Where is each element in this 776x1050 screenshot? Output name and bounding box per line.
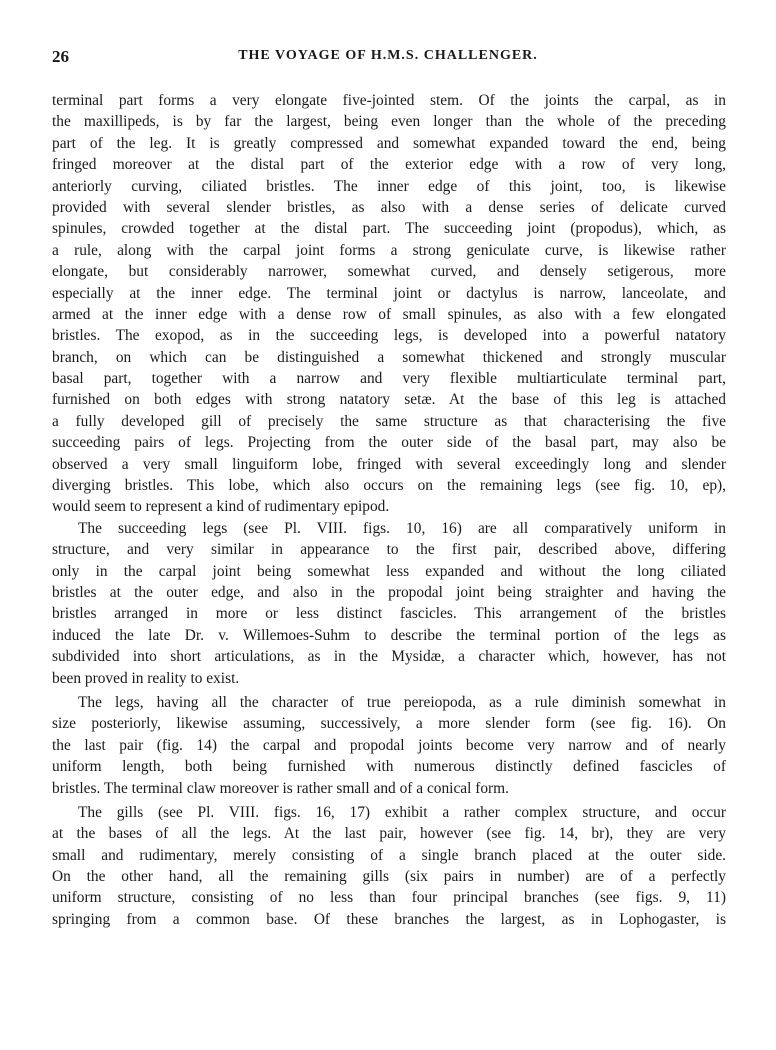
text-line: fringed moreover at the distal part of the exterior edge with a row of very long, <box>52 156 726 174</box>
text-line: furnished on both edges with strong natatory setæ. At the base of this leg is attached <box>52 391 726 409</box>
text-line: The gills (see Pl. VIII. figs. 16, 17) exhibit a rather complex structure, and occur <box>78 803 726 821</box>
text-line: structure, and very similar in appearance to the first pair, described above, differing <box>52 541 726 559</box>
text-line: uniform structure, consisting of no less than four principal branches (see figs. 9, 11) <box>52 889 726 907</box>
text-line: observed a very small linguiform lobe, fringed with several exceedingly long and slender <box>52 455 726 473</box>
page-number: 26 <box>52 47 69 66</box>
text-line: subdivided into short articulations, as in the Mysidæ, a character which, however, has not <box>52 648 726 666</box>
text-line: induced the late Dr. v. Willemoes-Suhm to describe the terminal portion of the legs as <box>52 626 726 644</box>
text-line: succeeding pairs of legs. Projecting from the outer side of the basal part, may also be <box>52 434 726 452</box>
text-line: only in the carpal joint being somewhat less expanded and without the long ciliated <box>52 562 726 580</box>
text-line: especially at the inner edge. The terminal joint or dactylus is narrow, lanceolate, and <box>52 284 726 302</box>
page-header <box>52 47 724 67</box>
paragraph <box>52 518 726 689</box>
text-line: uniform length, both being furnished with numerous distinctly defined fascicles of <box>52 758 726 776</box>
text-line: small and rudimentary, merely consisting of a single branch placed at the outer side. <box>52 846 726 864</box>
text-line: bristles. The exopod, as in the succeeding legs, is developed into a powerful natatory <box>52 327 726 345</box>
text-line: bristles at the outer edge, and also in the propodal joint being straighter and having the <box>52 583 726 601</box>
text-line: bristles arranged in more or less distinct fascicles. This arrangement of the bristles <box>52 605 726 623</box>
text-line: would seem to represent a kind of rudimentary epipod. <box>52 498 390 516</box>
text-line: the maxillipeds, is by far the largest, being even longer than the whole of the preceding <box>52 113 726 131</box>
text-line: terminal part forms a very elongate five-jointed stem. Of the joints the carpal, as in <box>52 92 726 109</box>
text-line: size posteriorly, likewise assuming, successively, a more slender form (see fig. 16). On <box>52 715 726 733</box>
running-title: THE VOYAGE OF H.M.S. CHALLENGER. <box>238 48 538 63</box>
text-line: provided with several slender bristles, as also with a dense series of delicate curved <box>52 198 726 216</box>
paragraph <box>52 90 726 518</box>
text-line: part of the leg. It is greatly compressed and somewhat expanded toward the end, being <box>52 134 726 152</box>
text-line: diverging bristles. This lobe, which also occurs on the remaining legs (see fig. 10, ep), <box>52 477 726 495</box>
text-line: a rule, along with the carpal joint forms a strong geniculate curve, is likewise rather <box>52 241 726 259</box>
text-line: bristles. The terminal claw moreover is rather small and of a conical form. <box>52 779 509 797</box>
text-line: branch, on which can be distinguished a somewhat thickened and strongly muscular <box>52 348 726 366</box>
text-line: The legs, having all the character of true pereiopoda, as a rule diminish somewhat in <box>78 693 726 711</box>
paragraph <box>52 802 726 930</box>
paragraph <box>52 692 726 799</box>
text-line: been proved in reality to exist. <box>52 669 240 687</box>
text-line: On the other hand, all the remaining gills (six pairs in number) are of a perfectly <box>52 868 726 886</box>
text-line: springing from a common base. Of these branches the largest, as in Lophogaster, is <box>52 910 726 928</box>
text-line: armed at the inner edge with a dense row of small spinules, as also with a few elongated <box>52 305 726 323</box>
text-line: basal part, together with a narrow and very flexible multiarticulate terminal part, <box>52 370 726 388</box>
text-line: The succeeding legs (see Pl. VIII. figs. 10, 16) are all comparatively uniform in <box>78 519 726 537</box>
text-line: at the bases of all the legs. At the last pair, however (see fig. 14, br), they are very <box>52 825 726 843</box>
text-line: the last pair (fig. 14) the carpal and propodal joints become very narrow and of nearly <box>52 736 726 754</box>
text-line: spinules, crowded together at the distal part. The succeeding joint (propodus), which, as <box>52 220 726 238</box>
text-line: a fully developed gill of precisely the same structure as that characterising the five <box>52 412 726 430</box>
text-line: anteriorly curving, ciliated bristles. The inner edge of this joint, too, is likewise <box>52 177 726 195</box>
text-line: elongate, but considerably narrower, somewhat curved, and densely setigerous, more <box>52 263 726 281</box>
body-text <box>52 90 726 930</box>
